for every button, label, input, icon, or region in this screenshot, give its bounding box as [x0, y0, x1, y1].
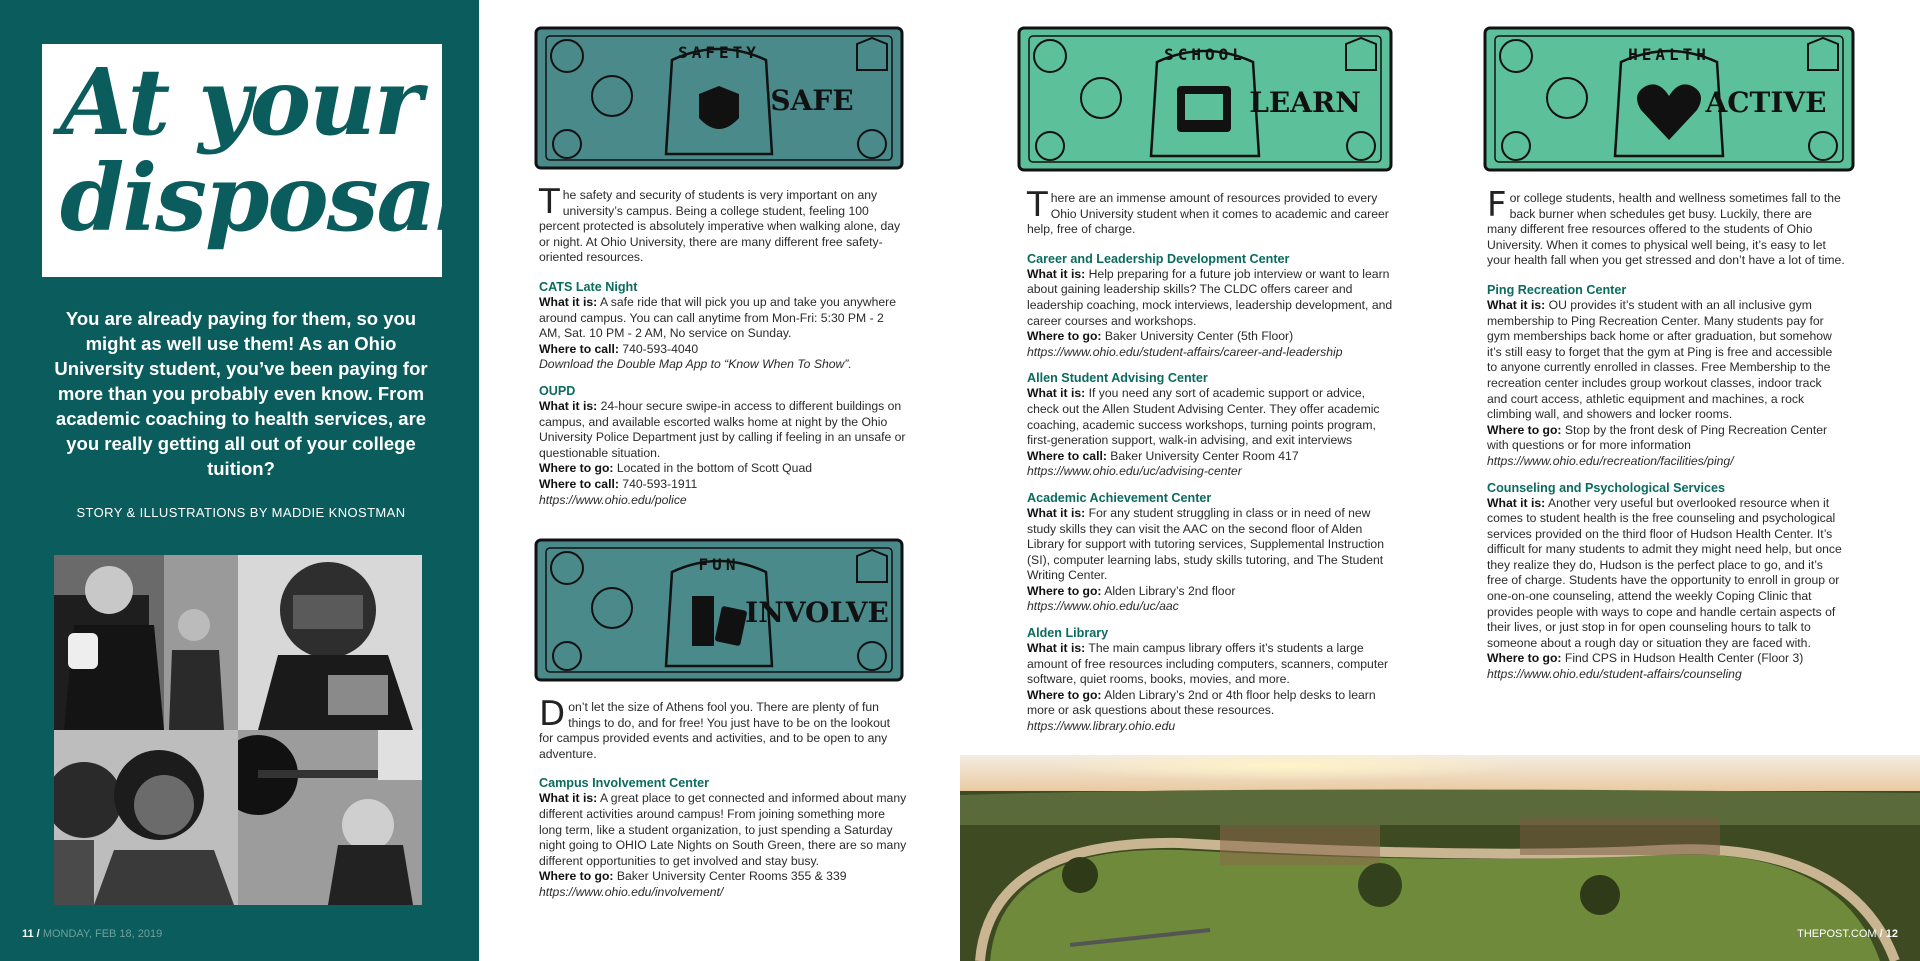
resource-heading: Counseling and Psychological Services — [1487, 480, 1725, 495]
folio-left — [22, 928, 162, 940]
school-bill-word: SCHOOL — [1164, 45, 1246, 64]
what-text: A great place to get connected and informed about many different activities around campus! From joining something more long term, like a student organization, to just spending a Saturday night going to OHIO Late Nights on South Green, there are so many different opportunities to get involved and stay busy. — [539, 791, 907, 868]
where-text: Alden Library’s 2nd floor — [1101, 583, 1236, 598]
what-label: What it is: — [1027, 266, 1086, 281]
what-text: 24-hour secure swipe-in access to different buildings on campus, and available escorted walks home at night by the Ohio University Police Department just by calling if feeling in an unsafe or questionable situation. — [539, 398, 906, 460]
left-panel — [0, 0, 479, 961]
fun-bill-word: FUN — [698, 555, 740, 574]
what-label: What it is: — [539, 791, 598, 806]
where-label: Where to go: — [539, 461, 614, 476]
resource-alden-library — [1027, 625, 1399, 735]
what-text: A safe ride that will pick you up and take you anywhere around campus. You can call anytime from Mon-Fri: 5:30 PM - 2 AM, Sat. 10 PM - 2 AM, No service on Sunday. — [539, 294, 897, 341]
resource-academic-achievement — [1027, 490, 1399, 615]
where-text: 740-593-4040 — [618, 341, 699, 356]
photo-smiling-students — [54, 730, 238, 905]
resource-heading: Campus Involvement Center — [539, 776, 710, 791]
resource-cldc — [1027, 251, 1399, 361]
resource-heading: OUPD — [539, 383, 576, 398]
resource-location — [1027, 688, 1399, 719]
resource-location — [1027, 449, 1399, 465]
fun-dropcap: D — [539, 694, 566, 734]
title-box — [42, 44, 468, 277]
resource-heading: Academic Achievement Center — [1027, 490, 1212, 505]
safety-bill-side: SAFE — [770, 84, 854, 117]
where-text: Baker University Center Room 417 — [1106, 448, 1299, 463]
where-text: Located in the bottom of Scott Quad — [613, 461, 812, 476]
fun-bill-side: INVOLVE — [745, 596, 889, 629]
resource-note: Download the Double Map App to “Know When To Show”. — [539, 357, 852, 372]
folio-right-site: THEPOST.COM — [1797, 928, 1877, 940]
fun-bill-illustration — [532, 536, 906, 684]
what-label: What it is: — [1027, 386, 1086, 401]
school-bill-side: LEARN — [1249, 86, 1361, 119]
what-text: For any student struggling in class or in need of new study skills they can visit the AAC on the second floor of Alden Library for support with tutoring services, Supplemental Instruction (SI), computer learning labs, study skills tutoring, and The Student Writing Center. — [1027, 505, 1384, 583]
resource-heading: Allen Student Advising Center — [1027, 371, 1208, 386]
where-text: Alden Library’s 2nd or 4th floor help desks to learn more or ask questions about these resources. — [1027, 687, 1376, 718]
where-label: Where to go: — [1487, 422, 1562, 437]
what-label: What it is: — [1487, 297, 1546, 312]
intro-text: You are already paying for them, so you might as well use them! As an Ohio University student, you’ve been paying for more than you probably even know. From academic coaching to health services, are you really getting all out of your college tuition? — [54, 308, 428, 479]
resource-phone — [539, 477, 907, 493]
health-dropcap: F — [1487, 185, 1507, 225]
what-label: What it is: — [1027, 641, 1086, 656]
where-label: Where to call: — [539, 341, 619, 356]
resource-url[interactable]: https://www.ohio.edu/police — [539, 492, 687, 507]
where-label: Where to go: — [1027, 583, 1102, 598]
call-text: 740-593-1911 — [618, 476, 698, 491]
what-label: What it is: — [1487, 495, 1546, 510]
resource-cats-late-night — [539, 279, 907, 373]
resource-location — [1027, 584, 1399, 600]
resource-url[interactable]: https://www.ohio.edu/recreation/facilities/ping/ — [1487, 453, 1734, 468]
what-label: What it is: — [1027, 505, 1086, 520]
school-bill-illustration — [1015, 24, 1395, 174]
health-lead — [1487, 185, 1845, 269]
health-bill-illustration — [1481, 24, 1857, 174]
safety-lead — [539, 182, 907, 266]
resource-url[interactable]: https://www.library.ohio.edu — [1027, 719, 1176, 734]
safety-column — [539, 182, 907, 518]
resource-url[interactable]: https://www.ohio.edu/uc/aac — [1027, 599, 1179, 614]
resource-allen-advising — [1027, 370, 1399, 480]
fun-lead-text: on’t let the size of Athens fool you. There are plenty of fun things to do, and for free! You just have to be on the lookout for campus provided events and activities, and to be open to any adventure. — [539, 700, 891, 761]
resource-heading: Career and Leadership Development Center — [1027, 251, 1290, 266]
safety-lead-text: he safety and security of students is very important on any university’s campus. Being a college student, feeling 100 percent protected is absolutely imperative when walking alone, day or night. At Ohio University, there are many different free safety-oriented resources. — [539, 188, 901, 265]
what-label: What it is: — [539, 294, 598, 309]
title-line-1: At your — [60, 48, 421, 156]
fun-column — [539, 694, 907, 911]
where-label: Where to go: — [1027, 329, 1102, 344]
safety-bill-word: SAFETY — [678, 43, 760, 62]
school-column — [1027, 185, 1399, 745]
title-line-2: disposal — [60, 144, 468, 252]
resource-description — [1027, 267, 1399, 329]
health-bill-side: ACTIVE — [1705, 86, 1827, 119]
page-title — [60, 48, 468, 252]
what-text: Another very useful but overlooked resource when it comes to student health is the free counseling and psychological services provided on the third floor of Hudson Health Center. It’s difficult for many students to admit they might need help, but once they realize they do, Hudson is the perfect place to go, and it’s free of charge. Students have the opportunity to enroll in group or one-on-one counseling, attend the weekly Coping Clinic that provides people with ways to cope and handle certain aspects of their lives, or just stop in for open counseling hours to talk to someone about a rough day or situation they are faced with. — [1487, 495, 1842, 650]
call-label: Where to call: — [539, 476, 619, 491]
safety-bill-illustration — [532, 24, 906, 172]
resource-description — [1027, 386, 1399, 448]
health-lead-text: or college students, health and wellness sometimes fall to the back burner when schedules get busy. Luckily, there are many different free resources offered to the students of Ohio University. When it comes to physical well being, it’s easy to let your health fall when you get stressed and don’t have a lot of time. — [1487, 191, 1845, 268]
resource-oupd — [539, 383, 907, 508]
health-column — [1487, 185, 1845, 693]
where-label: Where to call: — [1027, 448, 1107, 463]
resource-description — [1487, 298, 1845, 423]
school-dropcap: T — [1027, 185, 1048, 225]
resource-description — [1027, 506, 1399, 584]
where-text: Stop by the front desk of Ping Recreation Center with questions or for more information — [1487, 422, 1828, 453]
resource-ping-recreation — [1487, 282, 1845, 470]
resource-description — [539, 791, 907, 869]
resource-heading: Alden Library — [1027, 626, 1109, 641]
what-label: What it is: — [539, 398, 598, 413]
resource-location — [539, 461, 907, 477]
resource-location — [539, 342, 907, 358]
folio-right-page: / 12 — [1879, 928, 1898, 940]
what-text: The main campus library offers it’s students a large amount of free resources including computers, scanners, computer software, quiet rooms, books, movies, and more. — [1027, 641, 1389, 687]
resource-location — [1487, 651, 1845, 667]
resource-url[interactable]: https://www.ohio.edu/uc/advising-center — [1027, 464, 1242, 479]
health-bill-word: HEALTH — [1628, 45, 1710, 64]
byline: STORY & ILLUSTRATIONS BY MADDIE KNOSTMAN — [76, 505, 406, 520]
resource-location — [539, 869, 907, 885]
resource-campus-involvement-center — [539, 775, 907, 900]
resource-counseling — [1487, 480, 1845, 683]
folio-left-date: MONDAY, FEB 18, 2019 — [42, 928, 163, 940]
folio-left-page: 11 / — [22, 928, 40, 940]
fun-lead — [539, 694, 907, 762]
resource-url[interactable]: https://www.ohio.edu/involvement/ — [539, 884, 724, 899]
photo-football-player — [238, 555, 422, 730]
resource-description — [1487, 496, 1845, 652]
safety-dropcap: T — [539, 182, 560, 222]
resource-description — [539, 399, 907, 461]
school-lead — [1027, 185, 1399, 238]
where-text: Find CPS in Hudson Health Center (Floor 3) — [1561, 651, 1804, 666]
where-label: Where to go: — [539, 869, 614, 884]
resource-description — [539, 295, 907, 342]
folio-right — [1797, 928, 1898, 940]
where-text: Baker University Center (5th Floor) — [1101, 329, 1294, 344]
photo-police-officer — [54, 555, 238, 730]
resource-location — [1027, 329, 1399, 345]
aerial-campus-photo — [960, 755, 1920, 961]
photo-weight-lifting — [238, 730, 422, 905]
resource-url[interactable]: https://www.ohio.edu/student-affairs/counseling — [1487, 667, 1742, 682]
resource-heading: CATS Late Night — [539, 279, 638, 294]
what-text: If you need any sort of academic support or advice, check out the Allen Student Advising Center. They offer academic coaching, academic success workshops, turning points program, first-generation support, walk-in advising, and exit interviews — [1027, 386, 1380, 448]
where-text: Baker University Center Rooms 355 & 339 — [613, 869, 847, 884]
resource-url[interactable]: https://www.ohio.edu/student-affairs/career-and-leadership — [1027, 344, 1343, 359]
school-lead-text: here are an immense amount of resources provided to every Ohio University student when it comes to academic and career help, free of charge. — [1027, 191, 1389, 237]
resource-description — [1027, 641, 1399, 688]
resource-location — [1487, 423, 1845, 454]
what-text: OU provides it’s student with an all inclusive gym membership to Ping Recreation Center. Many students pay for gym memberships back home or after graduation, but somehow it’s still easy to forget that the gym at Ping is free and accessible to anyone currently enrolled in classes. Free Membership to the recreation center includes group workout classes, indoor track and court access, athletic equipment and machines, a rock climbing wall, and showers and locker rooms. — [1487, 297, 1833, 422]
where-label: Where to go: — [1027, 687, 1102, 702]
where-label: Where to go: — [1487, 651, 1562, 666]
resource-heading: Ping Recreation Center — [1487, 282, 1627, 297]
photo-collage — [54, 555, 422, 905]
what-text: Help preparing for a future job interview or want to learn about gaining leadership skills? The CLDC offers career and leadership coaching, mock interviews, leadership development, and career courses and workshops. — [1027, 266, 1393, 328]
